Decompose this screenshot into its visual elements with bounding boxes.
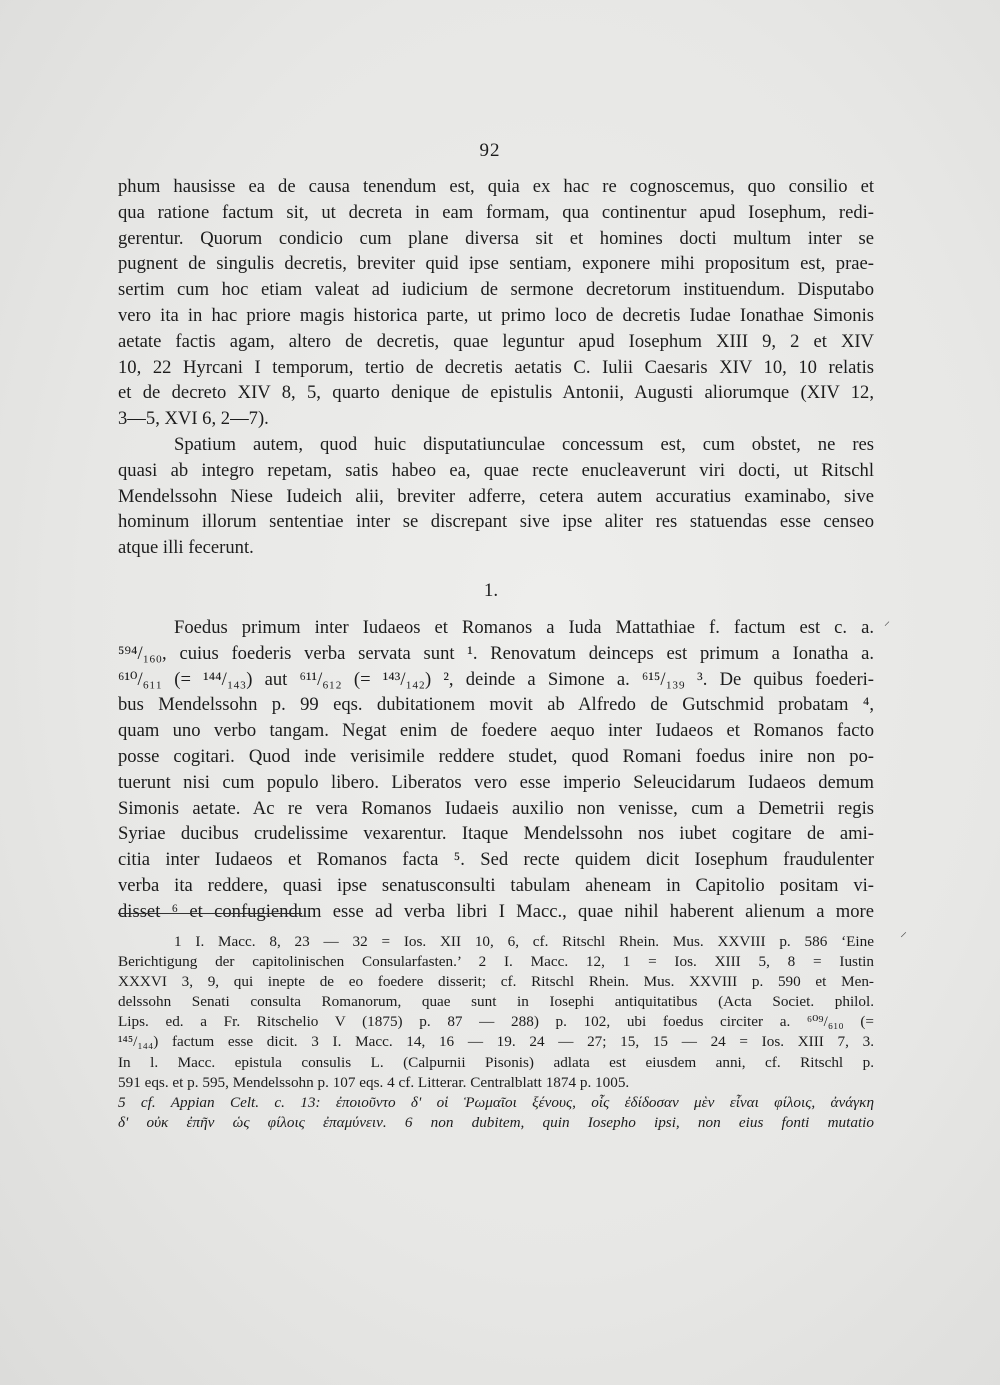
section-heading: 1.: [483, 579, 499, 601]
footnote-line: Lips. ed. a Fr. Ritschelio V (1875) p. 87 — 288) p. 102, ubi foedus circiter a. ⁶⁰⁹/₆₁₀ (=: [118, 1013, 874, 1031]
main-text: [118, 174, 874, 925]
text-line: ⁵⁹⁴/₁₆₀, cuius foederis verba servata sunt ¹. Renovatum deinceps est primum a Ionatha a.: [118, 642, 874, 664]
text-line: qua ratione factum sit, ut decreta in eam formam, qua continentur apud Iosephum, redi-: [118, 201, 874, 223]
text-line: phum hausisse ea de causa tenendum est, quia ex hac re cognoscemus, quo consilio et: [118, 176, 874, 197]
text-line: hominum illorum sententiae inter se discrepant sive ipse aliter res statuendas esse censeo: [118, 511, 874, 533]
text-line: 3—5, XVI 6, 2—7).: [118, 408, 269, 430]
text-line: Spatium autem, quod huic disputatiunculae concessum est, cum obstet, ne res: [174, 433, 874, 455]
text-line: bus Mendelssohn p. 99 eqs. dubitationem movit ab Alfredo de Gutschmid probatam ⁴,: [118, 694, 874, 716]
text-line: sertim cum hoc etiam valeat ad iudicium de sermone decretorum instituendum. Disputabo: [118, 279, 874, 301]
footnote-line: 1 I. Macc. 8, 23 — 32 = Ios. XII 10, 6, cf. Ritschl Rhein. Mus. XXVIII p. 586 ‘Eine: [174, 933, 874, 950]
footnote-line: ¹⁴⁵/₁₄₄) factum esse dicit. 3 I. Macc. 14, 16 — 19. 24 — 27; 15, 15 — 24 = Ios. XIII 7, 3.: [118, 1033, 874, 1051]
footnote-line: XXXVI 3, 9, qui inepte de eo foedere disserit; cf. Ritschl Rhein. Mus. XXVIII p. 590 et Men-: [118, 973, 874, 991]
text-line: gerentur. Quorum condicio cum plane diversa sit et homines docti multum inter se: [118, 227, 874, 249]
text-line: Foedus primum inter Iudaeos et Romanos a Iuda Mattathiae f. factum est c. a.: [174, 616, 874, 638]
text-line: citia inter Iudaeos et Romanos facta ⁵. Sed recte quidem dicit Iosephum fraudulenter: [118, 849, 874, 871]
text-line: quam uno verbo tangam. Negat enim de foedere aequo inter Iudaeos et Romanos facto: [118, 720, 874, 742]
footnote-rule: [118, 913, 302, 914]
text-line: atque illi fecerunt.: [118, 537, 254, 559]
text-line: posse cogitari. Quod inde verisimile reddere studet, quod Romani foedus inire non po-: [118, 745, 874, 767]
footnote-line: 591 eqs. et p. 595, Mendelssohn p. 107 eqs. 4 cf. Litterar. Centralblatt 1874 p. 1005.: [118, 1073, 630, 1091]
footnote-line: delssohn Senati consulta Romanorum, quae sunt in Iosephi antiquitatibus (Acta Societ. philol.: [118, 993, 874, 1011]
text-line: ⁶¹⁰/₆₁₁ (= ¹⁴⁴/₁₄₃) aut ⁶¹¹/₆₁₂ (= ¹⁴³/₁₄₂) ², deinde a Simone a. ⁶¹⁵/₁₃₉ ³. De quibus foederi-: [118, 668, 874, 690]
text-line: pugnent de singulis decretis, breviter quid ipse sentiam, exponere mihi propositum est, prae-: [118, 253, 874, 275]
text-line: Simonis aetate. Ac re vera Romanos Iudaeis auxilio non venisse, cum a Demetrii regis: [118, 797, 874, 819]
text-line: verba ita reddere, quasi ipse senatusconsulti tabulam aheneam in Capitolio positam vi-: [118, 874, 874, 896]
text-line: Mendelssohn Niese Iudeich alii, breviter adferre, cetera autem accuratius examinabo, sive: [118, 485, 874, 507]
footnote-line: In l. Macc. epistula consulis L. (Calpurnii Pisonis) adlata est eiusdem anni, cf. Ritschl p.: [118, 1053, 874, 1071]
text-line: disset ⁶ et confugiendum esse ad verba libri I Macc., quae nihil haberent alienum a more: [118, 900, 874, 922]
footnote-line: δ' οὐκ ἐπῆν ὡς φίλοις ἐπαμύνειν. 6 non dubitem, quin Iosepho ipsi, non eius fonti mutatio: [118, 1113, 874, 1131]
text-line: et de decreto XIV 8, 5, quarto denique de epistulis Antonii, Augusti aliorumque (XIV 12,: [118, 382, 874, 404]
margin-speck: ⸍: [884, 619, 891, 633]
text-line: tuerunt nisi cum populo libero. Liberatos vero esse imperio Seleucidarum Iudaeos demum: [118, 771, 874, 793]
text-line: 10, 22 Hyrcani I temporum, tertio de decretis aetatis C. Iulii Caesaris XIV 10, 10 relatis: [118, 356, 874, 378]
text-line: vero ita in hac priore magis historica parte, ut primo loco de decretis Iudae Ionathae Simonis: [118, 304, 874, 326]
footnote-line: Berichtigung der capitolinischen Consularfasten.’ 2 I. Macc. 12, 1 = Ios. XIII 5, 8 = Iustin: [118, 953, 874, 971]
margin-speck: ⸍: [900, 931, 907, 946]
text-line: aetate factis agam, altero de decretis, quae leguntur apud Iosephum XIII 9, 2 et XIV: [118, 330, 874, 352]
text-line: quasi ab integro repetam, satis habeo ea, quae recte enucleaverunt viri docti, ut Ritschl: [118, 459, 874, 481]
footnote-line: 5 cf. Appian Celt. c. 13: ἐποιοῦντο δ' οἱ Ῥωμαῖοι ξένους, οἷς ἐδίδοσαν μὲν εἶναι φίλοις, ἀνάγκη: [118, 1093, 874, 1111]
text-line: Syriae ducibus crudelissime vexarentur. Itaque Mendelssohn nos iubet cogitare de ami-: [118, 823, 874, 845]
page-number: 92: [479, 140, 501, 161]
footnotes: [118, 932, 874, 1133]
